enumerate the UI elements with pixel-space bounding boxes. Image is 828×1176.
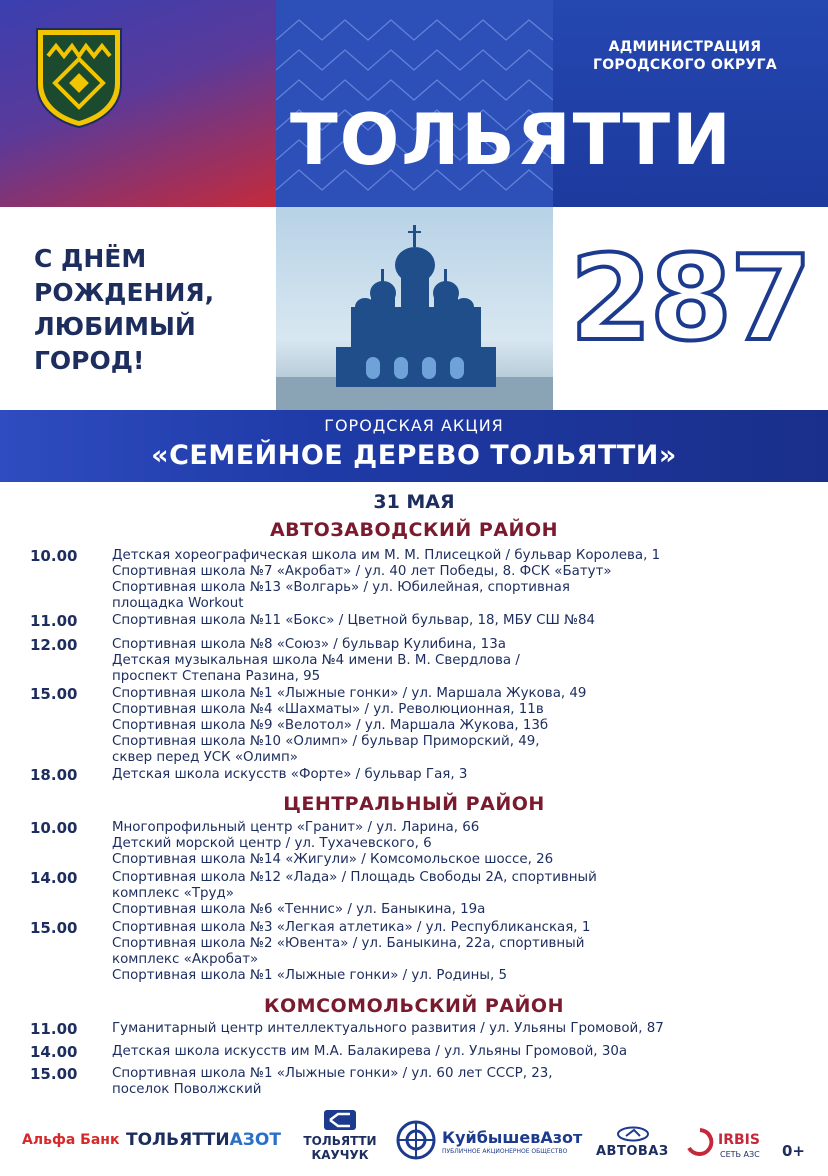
slot-line: проспект Степана Разина, 95 (112, 669, 321, 684)
kuibyshevazot-subtitle: ПУБЛИЧНОЕ АКЦИОНЕРНОЕ ОБЩЕСТВО (442, 1148, 568, 1155)
slot-line: Спортивная школа №8 «Союз» / бульвар Кулибина, 13а (112, 637, 506, 652)
slot-line: Спортивная школа №12 «Лада» / Площадь Свободы 2А, спортивный (112, 870, 597, 885)
slot-time: 10.00 (30, 819, 78, 837)
irbis-logo-icon (686, 1128, 714, 1156)
slot-line: Спортивная школа №10 «Олимп» / бульвар Приморский, 49, (112, 734, 540, 749)
cathedral-icon (276, 207, 553, 410)
banner-subtitle: ГОРОДСКАЯ АКЦИЯ (324, 416, 504, 435)
sponsor-azot-part-2: АЗОТ (229, 1130, 281, 1150)
slot-time: 15.00 (30, 685, 78, 703)
slot-time: 15.00 (30, 919, 78, 937)
city-crest-icon (34, 26, 124, 130)
sponsor-irbis: IRBIS (718, 1132, 760, 1148)
slot-line: Спортивная школа №1 «Лыжные гонки» / ул. Маршала Жукова, 49 (112, 686, 587, 701)
greeting-line-4: ГОРОД! (34, 346, 145, 375)
admin-line-2: ГОРОДСКОГО ОКРУГА (592, 57, 778, 73)
sponsor-togliatti-azot (126, 1130, 281, 1150)
slot-line: Спортивная школа №4 «Шахматы» / ул. Революционная, 11в (112, 702, 544, 717)
greeting-line-2: РОЖДЕНИЯ, (34, 278, 215, 307)
anniversary-number: 287 (569, 229, 811, 367)
banner-title: «СЕМЕЙНОЕ ДЕРЕВО ТОЛЬЯТТИ» (151, 440, 677, 471)
sponsor-avtovaz: АВТОВАЗ (596, 1144, 669, 1159)
slot-line: Спортивная школа №7 «Акробат» / ул. 40 лет Победы, 8. ФСК «Батут» (112, 564, 612, 579)
slot-line: Спортивная школа №1 «Лыжные гонки» / ул. 60 лет СССР, 23, (112, 1066, 553, 1081)
kauchuk-line-1: ТОЛЬЯТТИ (303, 1134, 377, 1148)
district-title-komsomolsky: КОМСОМОЛЬСКИЙ РАЙОН (264, 995, 564, 1017)
slot-time: 14.00 (30, 1043, 78, 1061)
slot-time: 14.00 (30, 869, 78, 887)
slot-time: 10.00 (30, 547, 78, 565)
slot-line: площадка Workout (112, 596, 244, 611)
slot-time: 12.00 (30, 636, 78, 654)
slot-line: Детская школа искусств им М.А. Балакирева / ул. Ульяны Громовой, 30а (112, 1044, 628, 1059)
slot-line: Детский морской центр / ул. Тухачевского, 6 (112, 836, 432, 851)
slot-line: Гуманитарный центр интеллектуального развития / ул. Ульяны Громовой, 87 (112, 1021, 664, 1036)
irbis-subtitle: СЕТЬ АЗС (720, 1150, 760, 1159)
sponsor-alfa-bank: Альфа Банк (22, 1132, 120, 1148)
age-rating: 0+ (782, 1142, 806, 1160)
slot-line: Спортивная школа №3 «Легкая атлетика» / ул. Республиканская, 1 (112, 920, 591, 935)
district-title-tsentralny: ЦЕНТРАЛЬНЫЙ РАЙОН (283, 793, 545, 815)
slot-line: Спортивная школа №14 «Жигули» / Комсомольское шоссе, 26 (112, 852, 554, 867)
admin-line-1: АДМИНИСТРАЦИЯ (608, 39, 762, 55)
greeting-line-3: ЛЮБИМЫЙ (34, 312, 196, 341)
slot-line: Спортивная школа №11 «Бокс» / Цветной бульвар, 18, МБУ СШ №84 (112, 613, 596, 628)
slot-line: поселок Поволжский (112, 1082, 262, 1097)
slot-time: 18.00 (30, 766, 78, 784)
slot-line: сквер перед УСК «Олимп» (112, 750, 298, 765)
avtovaz-logo-icon (616, 1126, 650, 1142)
sponsor-azot-part-1: ТОЛЬЯТТИ (126, 1130, 230, 1150)
slot-line: Детская хореографическая школа им М. М. Плисецкой / бульвар Королева, 1 (112, 548, 661, 563)
administration-label (590, 38, 780, 74)
greeting-line-1: С ДНЁМ (34, 244, 147, 273)
sponsor-togliatti-kauchuk (300, 1134, 380, 1162)
slot-line: Спортивная школа №13 «Волгарь» / ул. Юбилейная, спортивная (112, 580, 570, 595)
slot-time: 15.00 (30, 1065, 78, 1083)
slot-line: Детская музыкальная школа №4 имени В. М. Свердлова / (112, 653, 520, 668)
slot-line: Спортивная школа №1 «Лыжные гонки» / ул. Родины, 5 (112, 968, 508, 983)
slot-line: Спортивная школа №9 «Велотол» / ул. Маршала Жукова, 13б (112, 718, 549, 733)
slot-time: 11.00 (30, 1020, 78, 1038)
slot-line: Детская школа искусств «Форте» / бульвар Гая, 3 (112, 767, 468, 782)
city-title: ТОЛЬЯТТИ (290, 99, 733, 181)
header (0, 0, 828, 207)
slot-line: Спортивная школа №2 «Ювента» / ул. Баныкина, 22а, спортивный (112, 936, 585, 951)
slot-time: 11.00 (30, 612, 78, 630)
district-title-avtozavodsky: АВТОЗАВОДСКИЙ РАЙОН (269, 519, 559, 541)
sponsors-footer (0, 1108, 828, 1176)
kauchuk-logo-icon (322, 1108, 358, 1132)
kauchuk-line-2: КАУЧУК (311, 1148, 369, 1162)
slot-line: Многопрофильный центр «Гранит» / ул. Ларина, 66 (112, 820, 480, 835)
slot-line: комплекс «Труд» (112, 886, 234, 901)
greeting (34, 242, 274, 378)
event-date: 31 МАЯ (373, 491, 455, 513)
cathedral-photo (276, 207, 553, 410)
slot-line: комплекс «Акробат» (112, 952, 259, 967)
kuibyshevazot-emblem-icon (396, 1120, 436, 1160)
sponsor-kuibyshevazot: КуйбышевАзот (442, 1128, 583, 1147)
slot-line: Спортивная школа №6 «Теннис» / ул. Баныкина, 19а (112, 902, 486, 917)
